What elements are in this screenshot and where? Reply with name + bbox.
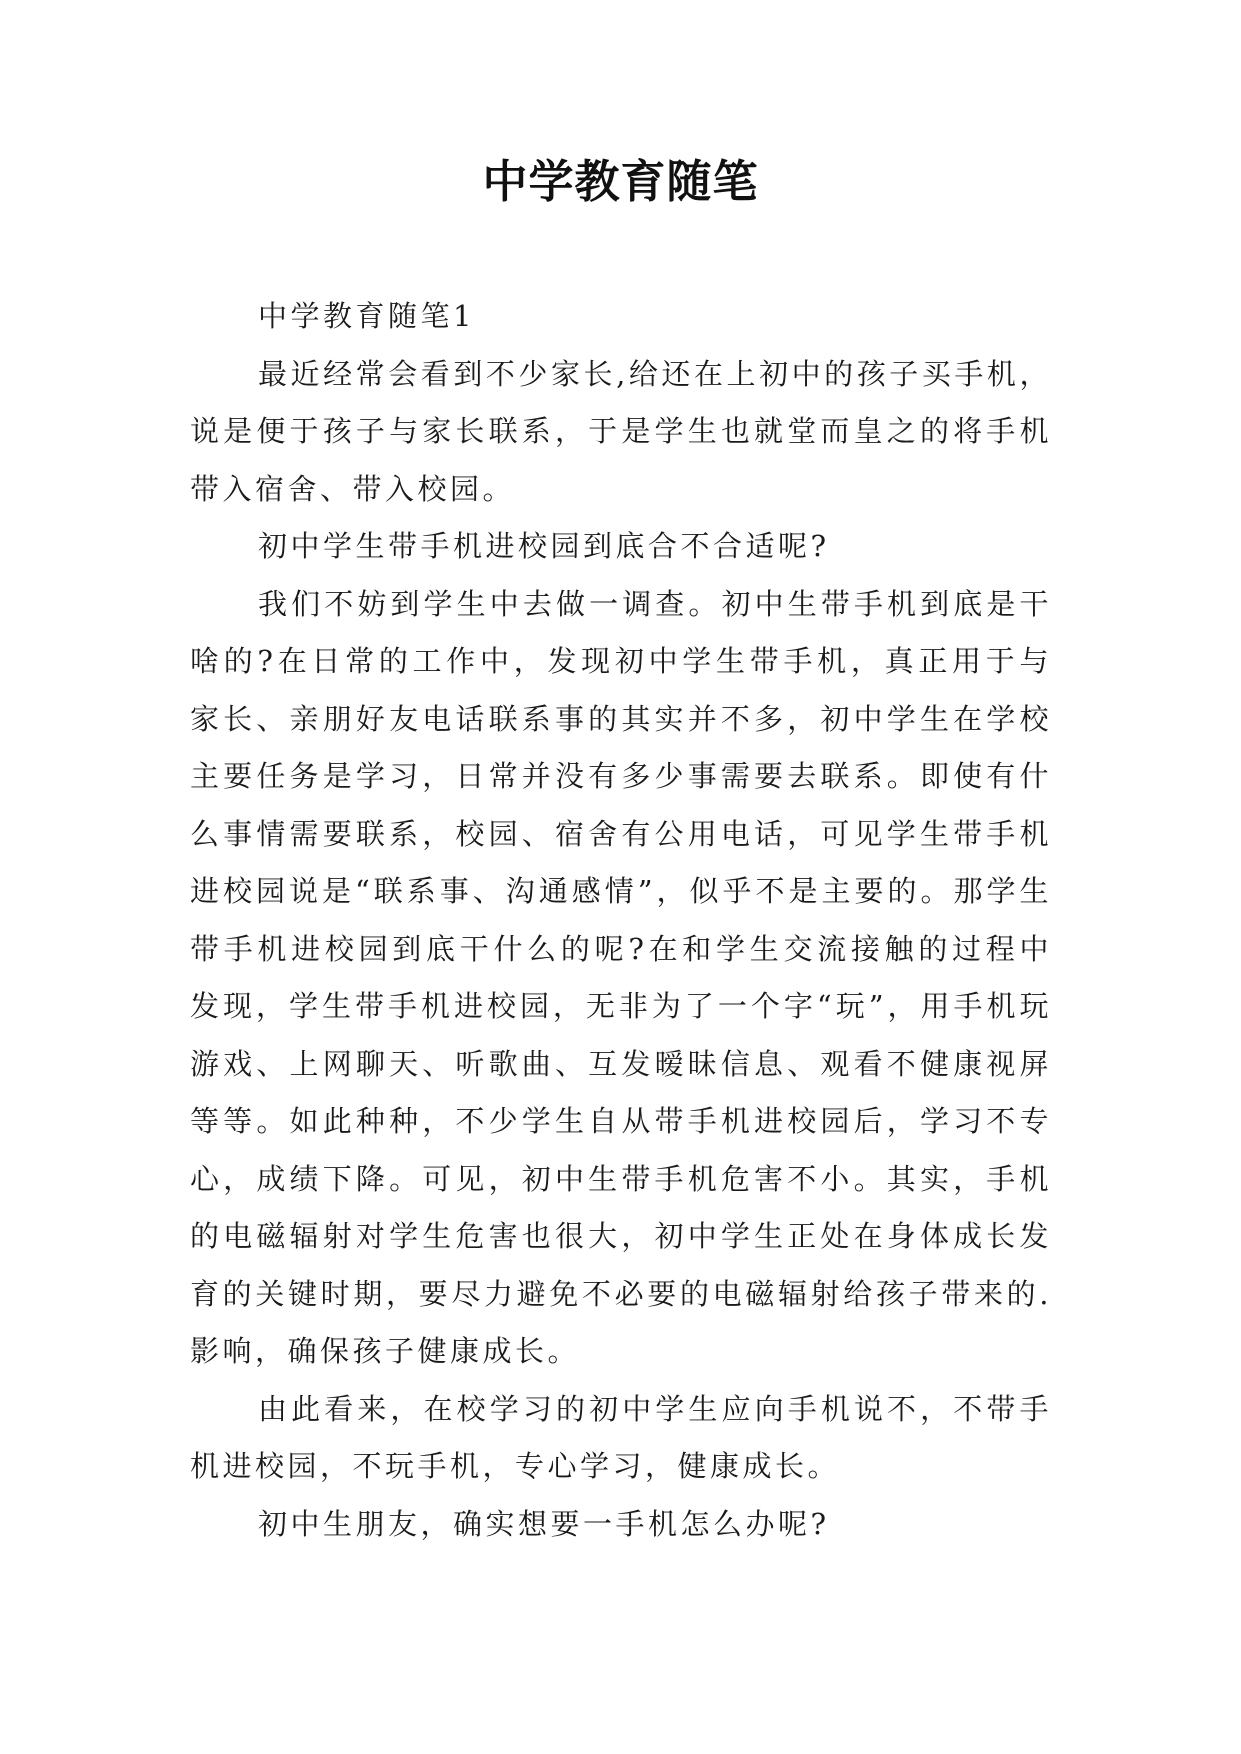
paragraph-conclusion: 由此看来，在校学习的初中学生应向手机说不，不带手机进校园，不玩手机，专心学习，健康成长。 <box>190 1391 1052 1483</box>
section-heading: 中学教育随笔1 <box>258 299 475 333</box>
paragraph-investigation: 我们不妨到学生中去做一调查。初中生带手机到底是干啥的?在日常的工作中，发现初中学生带手机，真正用于与家长、亲朋好友电话联系事的其实并不多，初中学生在学校主要任务是学习，日常并没有多少事需要去联系。即使有什么事情需要联系，校园、宿舍有公用电话，可见学生带手机进校园说是“联系事、沟通感情”，似乎不是主要的。那学生带手机进校园到底干什么的呢?在和学生交流接触的过程中发现，学生带手机进校园，无非为了一个字“玩”，用手机玩游戏、上网聊天、听歌曲、互发暧昧信息、观看不健康视屏等等。如此种种，不少学生自从带手机进校园后，学习不专心，成绩下降。可见，初中生带手机危害不小。其实，手机的电磁辐射对学生危害也很大，初中学生正处在身体成长发育的关键时期，要尽力避免不必要的电磁辐射给孩子带来的.影响，确保孩子健康成长。 <box>190 586 1052 1368</box>
document-body <box>190 288 1052 1553</box>
document-title: 中学教育随笔 <box>482 155 759 208</box>
paragraph-closing-question: 初中生朋友，确实想要一手机怎么办呢? <box>258 1506 830 1541</box>
paragraph-intro: 最近经常会看到不少家长,给还在上初中的孩子买手机，说是便于孩子与家长联系，于是学生也就堂而皇之的将手机带入宿舍、带入校园。 <box>190 356 1052 506</box>
paragraph-question: 初中学生带手机进校园到底合不合适呢? <box>258 529 830 563</box>
